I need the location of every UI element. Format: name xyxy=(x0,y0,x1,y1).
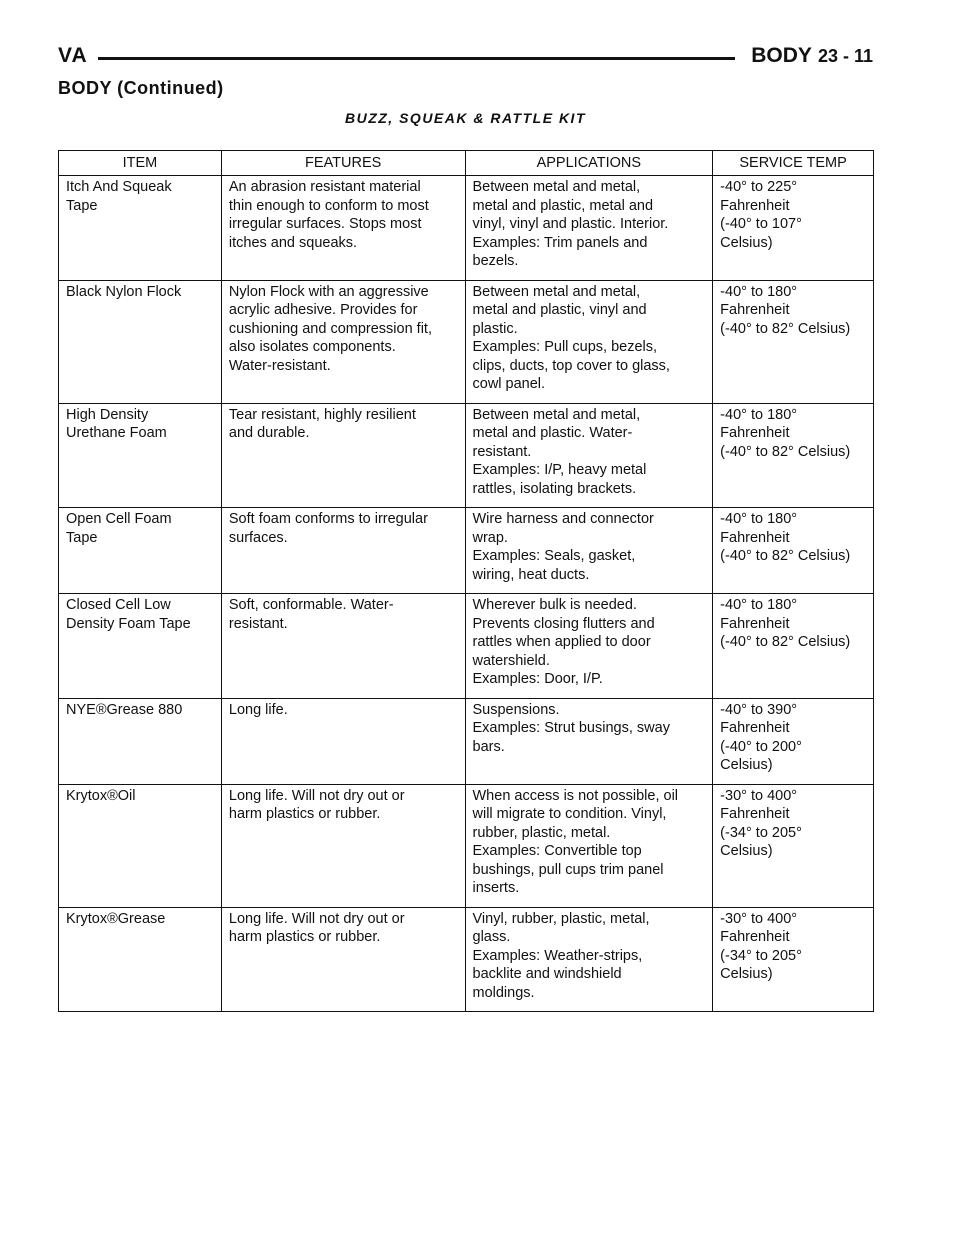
column-header-item: ITEM xyxy=(59,151,222,176)
table-row xyxy=(59,508,874,594)
table-row xyxy=(59,907,874,1012)
cell-service-temp: -40° to 180° Fahrenheit (-40° to 82° Celsius) xyxy=(713,508,874,594)
cell-applications: Between metal and metal, metal and plastic. Water- resistant. Examples: I/P, heavy metal rattles, isolating brackets. xyxy=(465,403,713,508)
cell-features: An abrasion resistant material thin enough to conform to most irregular surfaces. Stops most itches and squeaks. xyxy=(221,176,465,281)
cell-features: Soft foam conforms to irregular surfaces. xyxy=(221,508,465,594)
section-label xyxy=(751,44,873,68)
cell-applications: Suspensions. Examples: Strut busings, sway bars. xyxy=(465,698,713,784)
cell-item: Black Nylon Flock xyxy=(59,280,222,403)
vehicle-code: VA xyxy=(58,44,88,67)
cell-service-temp: -40° to 225° Fahrenheit (-40° to 107° Celsius) xyxy=(713,176,874,281)
cell-service-temp: -40° to 390° Fahrenheit (-40° to 200° Celsius) xyxy=(713,698,874,784)
cell-applications: Wherever bulk is needed. Prevents closing flutters and rattles when applied to door watershield. Examples: Door, I/P. xyxy=(465,594,713,699)
cell-service-temp: -30° to 400° Fahrenheit (-34° to 205° Celsius) xyxy=(713,907,874,1012)
cell-applications: Wire harness and connector wrap. Examples: Seals, gasket, wiring, heat ducts. xyxy=(465,508,713,594)
column-header-applications: APPLICATIONS xyxy=(465,151,713,176)
cell-features: Soft, conformable. Water- resistant. xyxy=(221,594,465,699)
column-header-service-temp: SERVICE TEMP xyxy=(713,151,874,176)
table-title: BUZZ, SQUEAK & RATTLE KIT xyxy=(344,110,586,126)
buzz-squeak-rattle-table xyxy=(58,150,874,1012)
cell-item: High Density Urethane Foam xyxy=(59,403,222,508)
section-name: BODY xyxy=(751,44,812,67)
cell-applications: When access is not possible, oil will migrate to condition. Vinyl, rubber, plastic, metal. Examples: Convertible top bushings, pull cups trim panel inserts. xyxy=(465,784,713,907)
cell-service-temp: -40° to 180° Fahrenheit (-40° to 82° Celsius) xyxy=(713,280,874,403)
table-row xyxy=(59,403,874,508)
continued-title: BODY (Continued) xyxy=(58,78,224,98)
table-row xyxy=(59,784,874,907)
table-row xyxy=(59,176,874,281)
cell-features: Tear resistant, highly resilient and durable. xyxy=(221,403,465,508)
cell-features: Long life. xyxy=(221,698,465,784)
cell-item: Open Cell Foam Tape xyxy=(59,508,222,594)
cell-item: NYE®Grease 880 xyxy=(59,698,222,784)
table-row xyxy=(59,280,874,403)
page-header xyxy=(58,42,873,70)
table-header-row xyxy=(59,151,874,176)
cell-item: Closed Cell Low Density Foam Tape xyxy=(59,594,222,699)
cell-applications: Between metal and metal, metal and plastic, vinyl and plastic. Examples: Pull cups, bezels, clips, ducts, top cover to glass, cowl panel. xyxy=(465,280,713,403)
cell-service-temp: -30° to 400° Fahrenheit (-34° to 205° Celsius) xyxy=(713,784,874,907)
cell-item: Itch And Squeak Tape xyxy=(59,176,222,281)
page-number: 23 - 11 xyxy=(817,46,873,66)
cell-service-temp: -40° to 180° Fahrenheit (-40° to 82° Celsius) xyxy=(713,403,874,508)
cell-applications: Vinyl, rubber, plastic, metal, glass. Examples: Weather-strips, backlite and windshield moldings. xyxy=(465,907,713,1012)
cell-features: Nylon Flock with an aggressive acrylic adhesive. Provides for cushioning and compression fit, also isolates components. Water-resistant. xyxy=(221,280,465,403)
column-header-features: FEATURES xyxy=(221,151,465,176)
header-rule xyxy=(98,57,735,60)
cell-features: Long life. Will not dry out or harm plastics or rubber. xyxy=(221,784,465,907)
cell-features: Long life. Will not dry out or harm plastics or rubber. xyxy=(221,907,465,1012)
table-row xyxy=(59,698,874,784)
cell-service-temp: -40° to 180° Fahrenheit (-40° to 82° Celsius) xyxy=(713,594,874,699)
cell-applications: Between metal and metal, metal and plastic, metal and vinyl, vinyl and plastic. Interior. Examples: Trim panels and bezels. xyxy=(465,176,713,281)
cell-item: Krytox®Oil xyxy=(59,784,222,907)
table-row xyxy=(59,594,874,699)
cell-item: Krytox®Grease xyxy=(59,907,222,1012)
